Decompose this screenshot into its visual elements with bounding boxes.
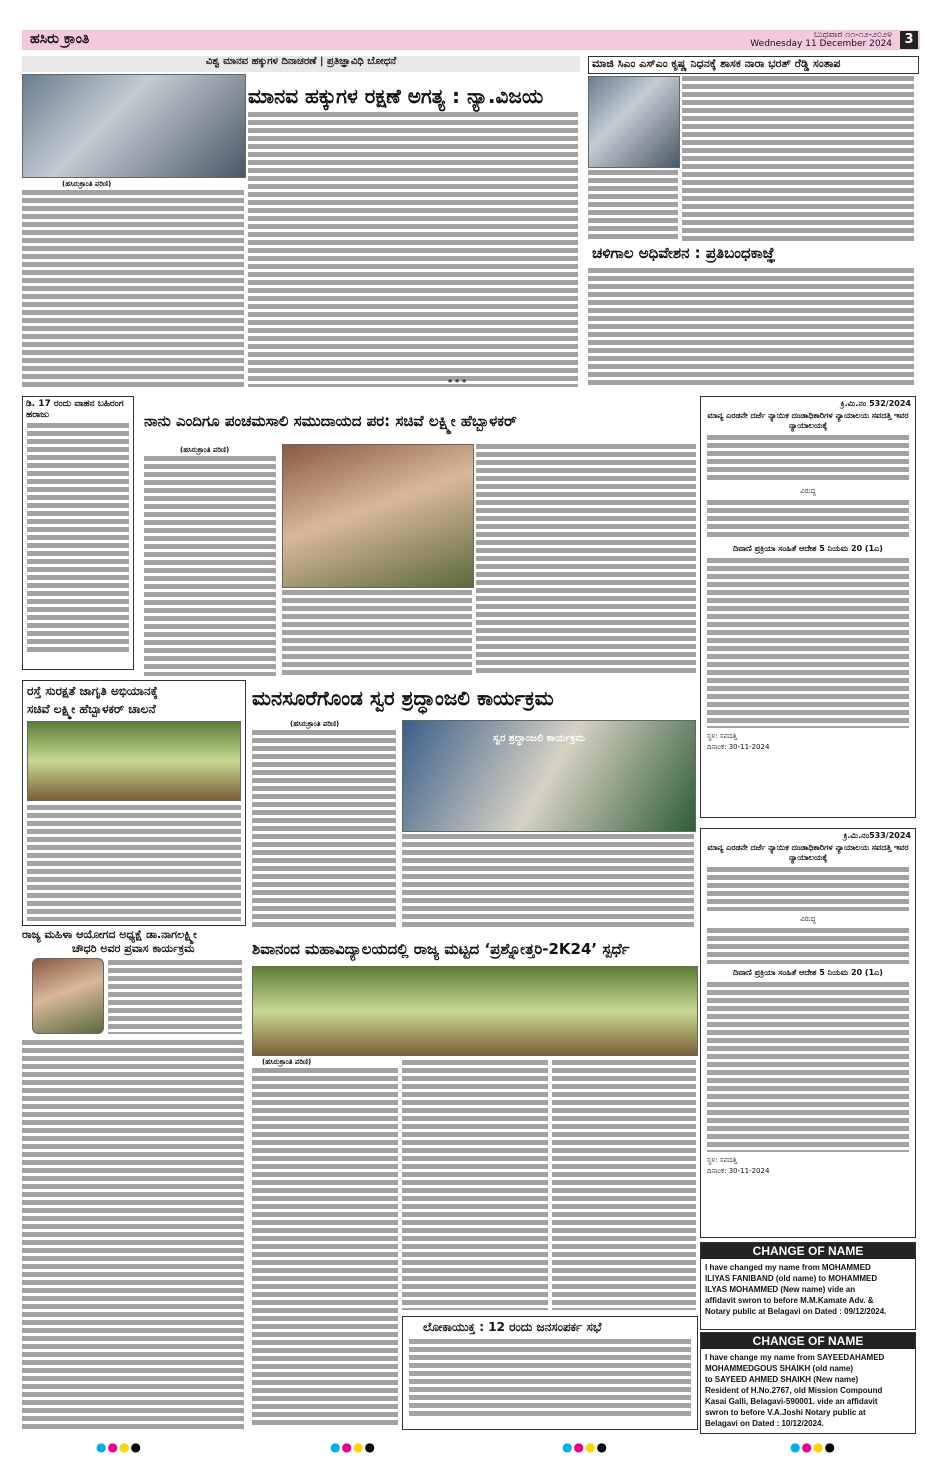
legal-notice-2	[700, 828, 916, 1238]
con1-line2: ILIYAS FANIBAND (old name) to MOHAMMED	[705, 1274, 878, 1283]
legal-respondent	[707, 500, 909, 540]
human-rights-photo	[22, 74, 246, 178]
manasoor-body-1	[252, 730, 396, 930]
con2-line6: swron to before V.A.Joshi Notary public at	[705, 1408, 866, 1417]
road-safety-photo	[27, 721, 241, 801]
shivananda-body-1	[252, 1068, 398, 1428]
road-safety-headline-1: ರಸ್ತೆ ಸುರಕ್ಷತೆ ಜಾಗೃತಿ ಅಭಿಯಾನಕ್ಕೆ	[27, 684, 158, 698]
top-right-headline: ಮಾಜಿ ಸಿಎಂ ಎಸ್‌ಎಂ ಕೃಷ್ಣ ನಿಧನಕ್ಕೆ ಶಾಸಕ ನಾರಾ ಭರತ್ ರೆಡ್ಡಿ ಸಂತಾಪ	[588, 56, 919, 74]
change-of-name-title-1: CHANGE OF NAME	[701, 1243, 915, 1259]
mla-photo	[588, 76, 680, 168]
road-safety-body	[27, 805, 241, 921]
legal2-versus: ವಿರುದ್ಧ	[800, 915, 816, 923]
header-date	[750, 31, 892, 49]
bureau-label-b: (ಹಸಿರುಕ್ರಾಂತಿ ಪರಿಣಿ)	[180, 446, 230, 454]
vehicle-auction-box	[22, 396, 134, 670]
legal2-date: ದಿನಾಂಕ: 30-11-2024	[707, 1167, 770, 1175]
condolence-article-body-2	[588, 170, 678, 240]
lokayukta-body	[409, 1339, 691, 1419]
con2-line3: to SAYEED AHMED SHAIKH (New name)	[705, 1375, 859, 1384]
hebbalkar-body-1	[144, 456, 276, 676]
hebbalkar-photo	[282, 444, 474, 588]
page-header	[22, 30, 920, 50]
legal-place: ಸ್ಥಳ: ಸವದತ್ತಿ	[707, 732, 737, 740]
con2-line7: Belagavi on Dated : 10/12/2024.	[705, 1419, 824, 1428]
hebbalkar-headline: ನಾನು ಎಂದಿಗೂ ಪಂಚಮಸಾಲಿ ಸಮುದಾಯದ ಪರ: ಸಚಿವೆ ಲಕ್ಷ್ಮೀ ಹೆಬ್ಬಾಳಕರ್	[144, 412, 517, 430]
bureau-label-c: (ಹಸಿರುಕ್ರಾಂತಿ ಪರಿಣಿ)	[290, 720, 340, 728]
legal-court: ಮಾನ್ಯ ಎರಡನೇ ದರ್ಜೆ ನ್ಯಾಯಿಕ ದಂಡಾಧಿಕಾರಿಗಳ ನ್ಯಾಯಾಲಯ ಸವದತ್ತಿ ಇವರ ನ್ಯಾಯಾಲಯಕ್ಕೆ	[707, 411, 909, 430]
main-headline: ಮಾನವ ಹಕ್ಕುಗಳ ರಕ್ಷಣೆ ಅಗತ್ಯ : ನ್ಯಾ.ವಿಜಯ	[248, 84, 544, 108]
legal2-order: ದಿವಾಣಿ ಪ್ರಕ್ರಿಯಾ ಸಂಹಿತೆ ಆದೇಶ 5 ನಿಯಮ 20 (1ಎ)	[733, 968, 883, 977]
stage-photo	[402, 720, 696, 832]
winter-session-body	[588, 268, 914, 386]
legal-case-no: ಕ್ರಿ.ಮಿ.ನಂ 532/2024	[840, 399, 911, 408]
section-strip: ವಿಶ್ವ ಮಾನವ ಹಕ್ಕುಗಳ ದಿನಾಚರಣೆ | ಪ್ರತಿಜ್ಞಾವಿಧಿ ಬೋಧನೆ	[22, 56, 580, 72]
legal2-court: ಮಾನ್ಯ ಎರಡನೇ ದರ್ಜೆ ನ್ಯಾಯಿಕ ದಂಡಾಧಿಕಾರಿಗಳ ನ್ಯಾಯಾಲಯ ಸವದತ್ತಿ ಇವರ ನ್ಯಾಯಾಲಯಕ್ಕೆ	[707, 843, 909, 862]
legal2-parties	[707, 867, 909, 911]
con1-line1: I have changed my name from MOHAMMED	[705, 1263, 871, 1272]
con2-line2: MOHAMMEDGOUS SHAIKH (old name)	[705, 1364, 853, 1373]
legal-date: ದಿನಾಂಕ: 30-11-2024	[707, 743, 770, 751]
mahila-commission-box	[22, 928, 244, 1428]
manasoor-headline: ಮನಸೂರೆಗೊಂಡ ಸ್ವರ ಶ್ರದ್ಧಾಂಜಲಿ ಕಾರ್ಯಕ್ರಮ	[252, 686, 554, 710]
bureau-label: (ಹಸಿರುಕ್ರಾಂತಿ ಪರಿಣಿ)	[62, 180, 112, 188]
con2-line5: Kasai Galli, Belagavi-590001. vide an affidavit	[705, 1397, 878, 1406]
mahila-headline-1: ರಾಜ್ಯ ಮಹಿಳಾ ಆಯೋಗದ ಅಧ್ಯಕ್ಷೆ ಡಾ.ನಾಗಲಕ್ಷ್ಮೀ	[22, 928, 197, 941]
registration-dots-1: ●●●●	[96, 1440, 142, 1454]
quiz-photo	[252, 966, 698, 1056]
legal-order: ದಿವಾಣಿ ಪ್ರಕ್ರಿಯಾ ಸಂಹಿತೆ ಆದೇಶ 5 ನಿಯಮ 20 (1ಎ)	[733, 544, 883, 553]
article-end-marker: * * *	[448, 378, 467, 387]
hebbalkar-body-2	[282, 590, 472, 676]
legal2-respondent	[707, 928, 909, 964]
vehicle-auction-headline: ಡಿ. 17 ರಂದು ವಾಹನ ಬಹಿರಂಗ ಹರಾಜು	[26, 399, 124, 420]
con1-line4: affidavit swron to before M.M.Kamate Adv. &	[705, 1296, 874, 1305]
header-date-english: Wednesday 11 December 2024	[750, 39, 892, 49]
lokayukta-headline: ಲೋಕಾಯುಕ್ತ : 12 ರಂದು ಜನಸಂಪರ್ಕ ಸಭೆ	[423, 1320, 602, 1334]
con1-line5: Notary public at Belagavi on Dated : 09/12/2024.	[705, 1307, 887, 1316]
registration-dots-3: ●●●●	[562, 1440, 608, 1454]
legal2-case-no: ಕ್ರಿ.ಮಿ.ನಂ533/2024	[843, 831, 911, 840]
legal-body	[707, 558, 909, 728]
legal-notice-1	[700, 396, 916, 818]
mahila-body-1	[108, 960, 242, 1034]
nagalakshmi-photo	[32, 958, 104, 1034]
mahila-headline-2: ಚೌಧರಿ ಅವರ ಪ್ರವಾಸ ಕಾರ್ಯಕ್ರಮ	[72, 942, 195, 955]
lokayukta-box	[402, 1316, 698, 1430]
bureau-label-d: (ಹಸಿರುಕ್ರಾಂತಿ ಪರಿಣಿ)	[262, 1058, 312, 1066]
stage-banner-text: ಸ್ವರ ಶ್ರದ್ಧಾಂಜಲಿ ಕಾರ್ಯಕ್ರಮ	[493, 733, 585, 744]
registration-dots-2: ●●●●	[330, 1440, 376, 1454]
hebbalkar-body-3	[476, 444, 696, 676]
manasoor-body-2	[402, 834, 694, 930]
newspaper-name: ಹಸಿರು ಕ್ರಾಂತಿ	[30, 31, 90, 47]
shivananda-body-3	[552, 1060, 696, 1310]
change-of-name-2	[700, 1332, 916, 1434]
legal-parties	[707, 435, 909, 483]
main-article-body	[248, 112, 578, 387]
legal-versus: ವಿರುದ್ಧ	[800, 487, 816, 495]
road-safety-headline-2: ಸಚಿವೆ ಲಕ್ಷ್ಮೀ ಹೆಬ್ಬಾಳಕರ್ ಚಾಲನೆ	[27, 702, 156, 716]
shivananda-body-2	[402, 1060, 548, 1310]
article-body-left	[22, 190, 244, 390]
change-of-name-1	[700, 1242, 916, 1330]
shivananda-headline: ಶಿವಾನಂದ ಮಹಾವಿದ್ಯಾಲಯದಲ್ಲಿ ರಾಜ್ಯ ಮಟ್ಟದ ‘ಪ್ರಶ್ನೋತ್ತರಿ-2K24’ ಸ್ಪರ್ಧೆ	[252, 940, 630, 958]
road-safety-box	[22, 680, 246, 926]
legal2-body	[707, 982, 909, 1152]
vehicle-auction-body	[27, 423, 129, 653]
mahila-body-2	[22, 1040, 244, 1430]
header-date-kannada: ಬುಧವಾರ ೧೧-೧೨-೨೦೨೪	[813, 30, 892, 40]
con2-line4: Resident of H.No.2767, old Mission Compound	[705, 1386, 883, 1395]
page-number: 3	[900, 31, 918, 49]
condolence-article-body	[682, 76, 914, 241]
legal2-place: ಸ್ಥಳ: ಸವದತ್ತಿ	[707, 1156, 737, 1164]
registration-dots-4: ●●●●	[790, 1440, 836, 1454]
con2-line1: I have change my name from SAYEEDAHAMED	[705, 1353, 885, 1362]
change-of-name-title-2: CHANGE OF NAME	[701, 1333, 915, 1349]
con1-line3: ILYAS MOHAMMED (New name) vide an	[705, 1285, 856, 1294]
winter-session-headline: ಚಳಿಗಾಲ ಅಧಿವೇಶನ : ಪ್ರತಿಬಂಧಕಾಜ್ಞೆ	[592, 244, 776, 262]
